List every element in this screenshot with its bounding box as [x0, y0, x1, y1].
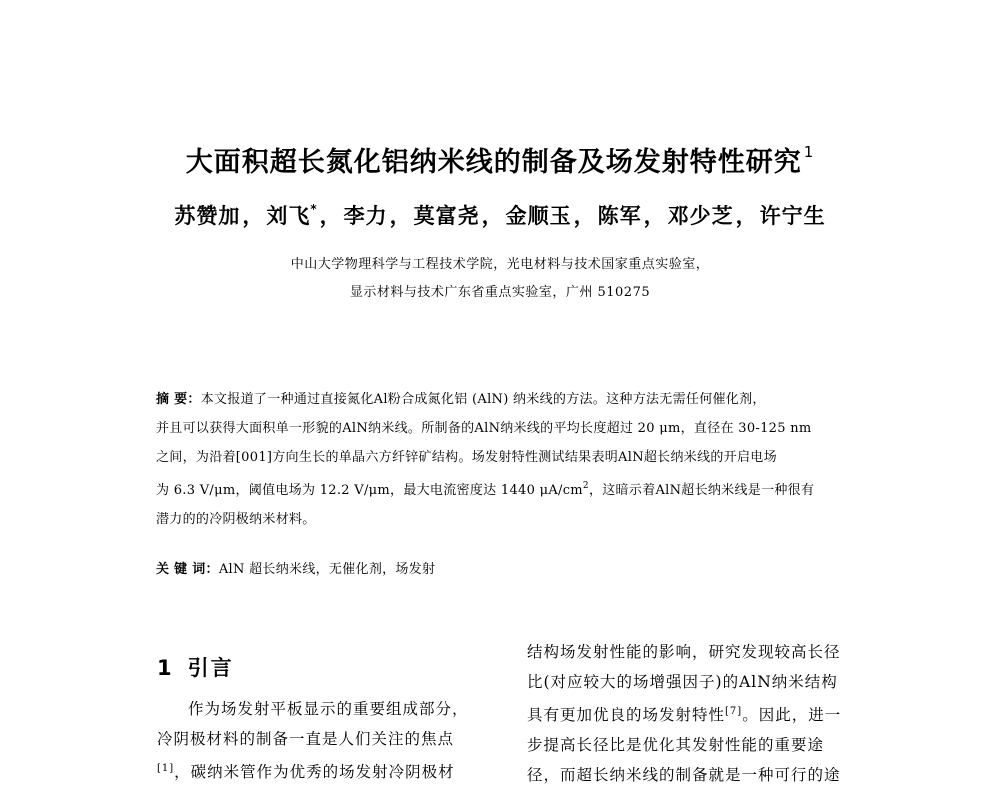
corresponding-author-mark: *: [310, 202, 318, 216]
left-column: [157, 694, 495, 787]
author-separator: ，: [242, 204, 265, 228]
author-list: [0, 200, 1000, 230]
author-separator: ，: [389, 204, 412, 228]
left-column-line-3: [157, 754, 495, 787]
right-column-line-2: 比(对应较大的场增强因子)的AlN纳米结构: [527, 673, 838, 691]
title-footnote-mark: 1: [803, 143, 815, 161]
section-number: 1: [157, 656, 174, 680]
affiliation-line-1: 中山大学物理科学与工程技术学院，光电材料与技术国家重点实验室，: [290, 257, 710, 272]
paper-title-text: 大面积超长氮化铝纳米线的制备及场发射特性研究: [185, 147, 802, 178]
abstract: [156, 385, 861, 534]
right-column-line-4: 步提高长径比是优化其发射性能的重要途: [527, 736, 825, 754]
author-name: 金顺玉: [505, 204, 572, 228]
section-title: 引言: [187, 656, 234, 680]
author-name: 李力: [343, 204, 388, 228]
left-column-text-3: ，碳纳米管作为优秀的场发射冷阴极材: [174, 763, 455, 781]
author-separator: ，: [319, 204, 342, 228]
keywords: [156, 558, 861, 577]
left-column-text-1: 作为场发射平板显示的重要组成部分，: [188, 700, 469, 718]
author-name: 苏赞加: [174, 204, 241, 228]
right-column-text-3a: 具有更加优良的场发射特性: [527, 706, 726, 724]
right-column-line-3: [527, 697, 867, 730]
citation-ref-7: [7]: [725, 706, 743, 717]
paper-title: [0, 140, 1000, 179]
right-column-line-1: 结构场发射性能的影响，研究发现较高长径: [527, 643, 841, 661]
author-name: 陈军: [597, 204, 642, 228]
section-heading: [157, 652, 234, 682]
abstract-line-2: 并且可以获得大面积单一形貌的AlN纳米线。所制备的AlN纳米线的平均长度超过 20 μm，直径在 30-125 nm: [156, 421, 812, 436]
keywords-label: 关 键 词：: [156, 562, 219, 577]
abstract-line-3: 之间，为沿着[001]方向生长的单晶六方纤锌矿结构。场发射特性测试结果表明AlN超长纳米线的开启电场: [156, 450, 777, 465]
author-separator: ，: [643, 204, 666, 228]
author-separator: ，: [573, 204, 596, 228]
right-column: [527, 637, 867, 790]
author-name: 莫富尧: [413, 204, 480, 228]
abstract-text-4b: ，这暗示着AlN超长纳米线是一种很有: [588, 483, 815, 498]
citation-ref-1: [1]: [157, 763, 175, 774]
abstract-line-4: [156, 472, 861, 505]
abstract-line-5: 潜力的的冷阴极纳米材料。: [156, 512, 316, 527]
right-column-text-3b: 。因此，进一: [742, 706, 842, 724]
author-separator: ，: [481, 204, 504, 228]
abstract-label: 摘 要：: [156, 392, 201, 407]
right-column-line-5: 径，而超长纳米线的制备就是一种可行的途: [527, 766, 841, 784]
abstract-text-4a: 为 6.3 V/μm，阈值电场为 12.2 V/μm，最大电流密度达 1440 μA/cm: [156, 483, 583, 498]
abstract-line-1: [156, 385, 861, 414]
author-name: 刘飞: [266, 204, 311, 228]
abstract-text-1: 本文报道了一种通过直接氮化Al粉合成氮化铝 (AlN) 纳米线的方法。这种方法无需任何催化剂，: [200, 392, 766, 407]
left-column-line-2: 冷阴极材料的制备一直是人们关注的焦点: [157, 730, 455, 748]
author-name: 许宁生: [759, 204, 826, 228]
abstract-superscript: 2: [582, 481, 589, 491]
keywords-text: AlN 超长纳米线，无催化剂，场发射: [218, 562, 436, 577]
author-name: 邓少芝: [667, 204, 734, 228]
affiliation-line-2: 显示材料与技术广东省重点实验室，广州 510275: [349, 285, 651, 300]
left-column-line-1: [157, 694, 495, 724]
author-separator: ，: [735, 204, 758, 228]
